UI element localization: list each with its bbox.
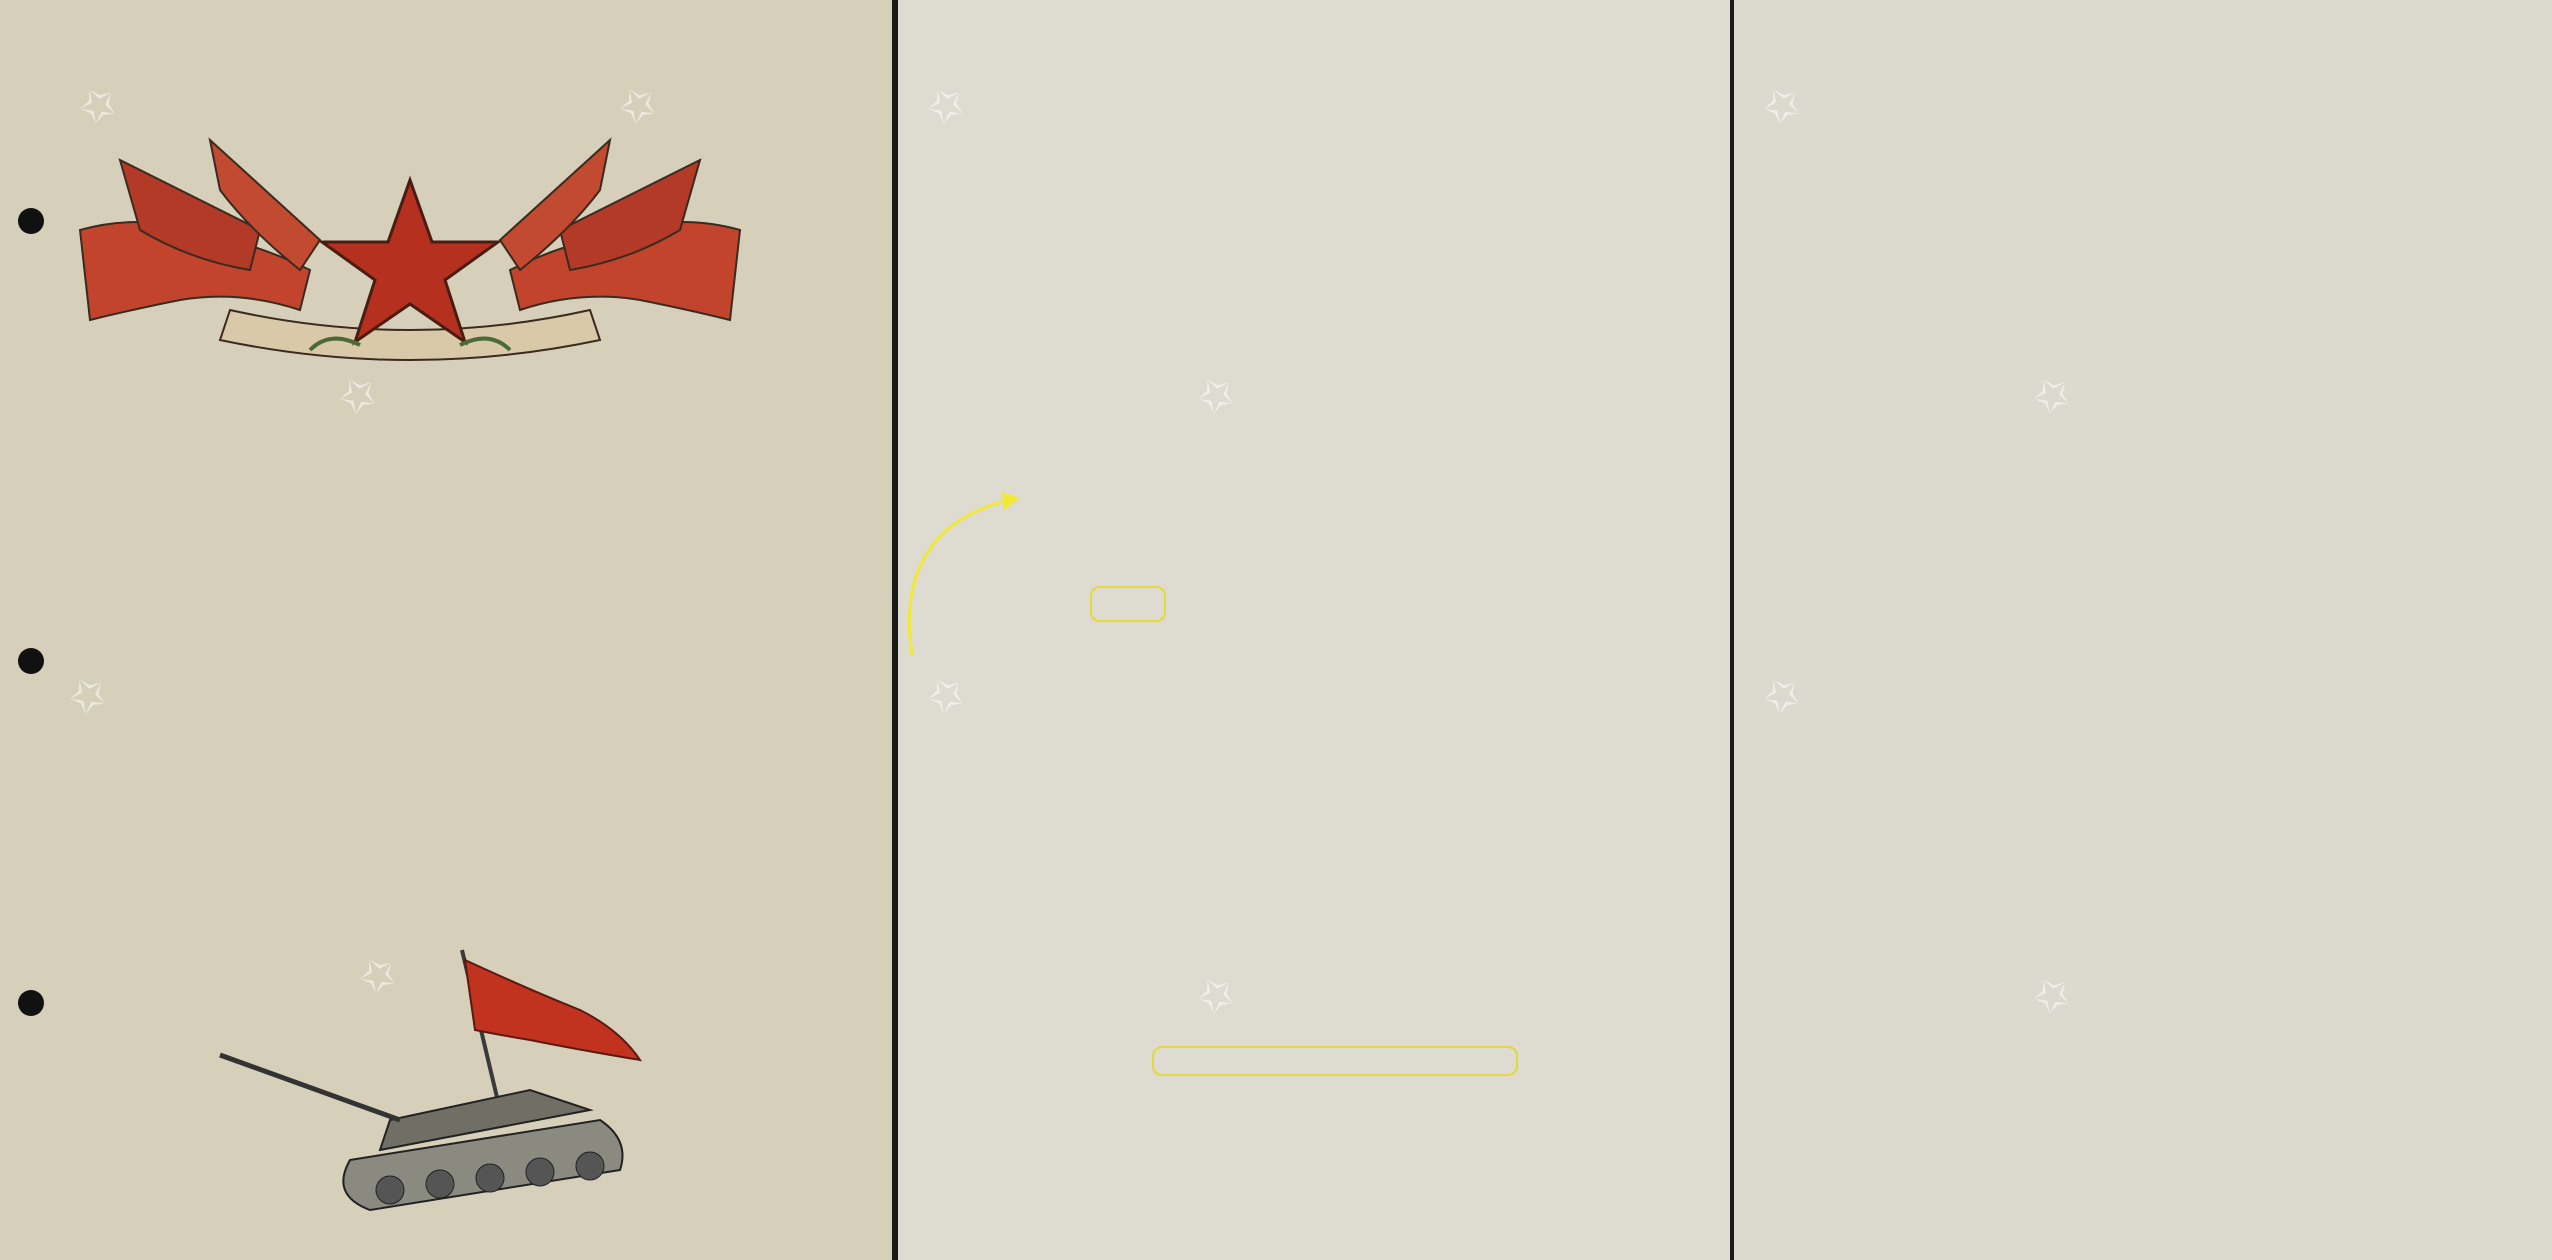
watermark: ✩	[1187, 964, 1245, 1027]
diary-page-42	[898, 0, 1730, 1260]
watermark: ✩	[917, 74, 975, 137]
tank-with-flag-drawing	[200, 940, 680, 1230]
watermark: ✩	[329, 364, 387, 427]
watermark: ✩	[69, 74, 127, 137]
binder-hole	[18, 990, 44, 1016]
highlight-dzialdowo	[1090, 586, 1166, 622]
binder-hole	[18, 208, 44, 234]
highlight-mba-flanking	[1152, 1046, 1518, 1076]
watermark: ✩	[2023, 364, 2081, 427]
watermark: ✩	[2023, 964, 2081, 1027]
annotation-arrow	[898, 470, 1098, 670]
cover-page	[0, 0, 892, 1260]
watermark: ✩	[917, 664, 975, 727]
watermark: ✩	[1753, 664, 1811, 727]
diary-page-43	[1734, 0, 2552, 1260]
binder-hole	[18, 648, 44, 674]
flags-and-star-emblem	[60, 120, 760, 380]
watermark: ✩	[1753, 74, 1811, 137]
watermark: ✩	[59, 664, 117, 727]
watermark: ✩	[609, 74, 667, 137]
watermark: ✩	[1187, 364, 1245, 427]
watermark: ✩	[349, 944, 407, 1007]
